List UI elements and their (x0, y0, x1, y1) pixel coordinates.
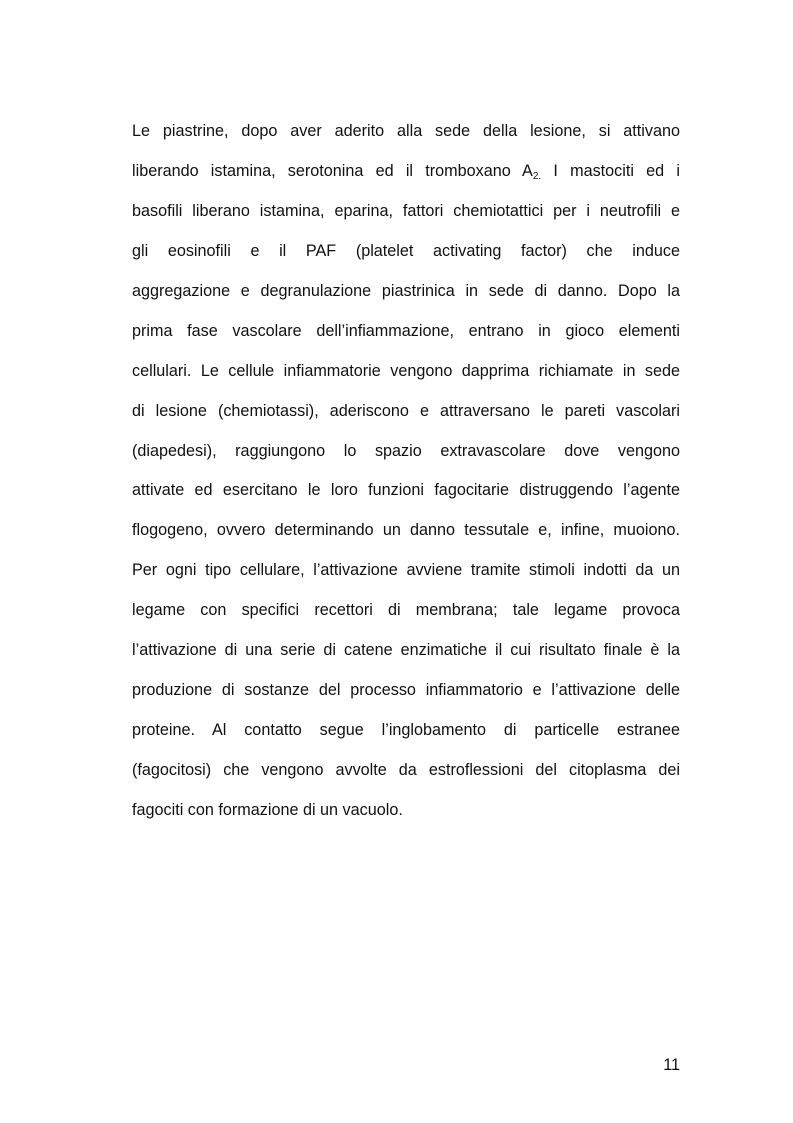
paragraph-line: proteine. Al contatto segue l’inglobamento di particelle estranee (132, 721, 680, 740)
paragraph-line: produzione di sostanze del processo infiammatorio e l’attivazione delle (132, 681, 680, 700)
line-text: I mastociti ed i (541, 161, 680, 180)
page-number: 11 (663, 1056, 680, 1074)
formula-subscript: 2. (532, 170, 542, 182)
paragraph-line: flogogeno, ovvero determinando un danno tessutale e, infine, muoiono. (132, 521, 680, 540)
paragraph-line: di lesione (chemiotassi), aderiscono e attraversano le pareti vascolari (132, 401, 680, 420)
body-paragraph (132, 112, 680, 831)
paragraph-line: prima fase vascolare dell’infiammazione, entrano in gioco elementi (132, 321, 680, 340)
paragraph-line: attivate ed esercitano le loro funzioni fagocitarie distruggendo l’agente (132, 481, 680, 500)
paragraph-line: fagociti con formazione di un vacuolo. (132, 800, 403, 819)
line-text: liberando istamina, serotonina ed il tromboxano (132, 161, 523, 180)
paragraph-line: gli eosinofili e il PAF (platelet activating factor) che induce (132, 241, 680, 260)
paragraph-line: aggregazione e degranulazione piastrinica in sede di danno. Dopo la (132, 281, 680, 300)
paragraph-line: Le piastrine, dopo aver aderito alla sede della lesione, si attivano (132, 122, 680, 140)
paragraph-line: cellulari. Le cellule infiammatorie vengono dapprima richiamate in sede (132, 361, 680, 380)
paragraph-line: Per ogni tipo cellulare, l’attivazione avviene tramite stimoli indotti da un (132, 561, 680, 580)
paragraph-line: (diapedesi), raggiungono lo spazio extravascolare dove vengono (132, 441, 680, 460)
paragraph-line: basofili liberano istamina, eparina, fattori chemiotattici per i neutrofili e (132, 201, 680, 220)
paragraph-line: l’attivazione di una serie di catene enzimatiche il cui risultato finale è la (132, 641, 680, 660)
paragraph-line-with-formula (132, 152, 680, 192)
paragraph-line: (fagocitosi) che vengono avvolte da estroflessioni del citoplasma dei (132, 761, 680, 779)
paragraph-line: legame con specifici recettori di membrana; tale legame provoca (132, 601, 680, 620)
formula-base: A (522, 161, 533, 180)
